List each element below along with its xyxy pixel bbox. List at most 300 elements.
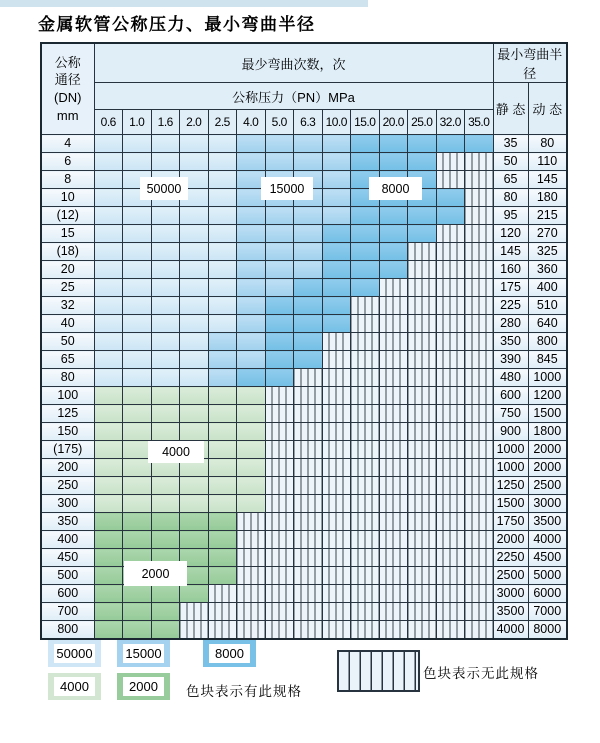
no-spec-cell	[180, 603, 209, 621]
no-spec-cell	[408, 567, 437, 585]
spec-cell-50000	[180, 207, 209, 225]
no-spec-cell	[408, 477, 437, 495]
no-spec-cell	[465, 189, 494, 207]
spec-cell-50000	[151, 261, 180, 279]
spec-cell-50000	[180, 297, 209, 315]
legend-swatch-50000-value: 50000	[54, 644, 95, 663]
no-spec-cell	[351, 513, 380, 531]
no-spec-cell	[322, 351, 351, 369]
static-radius-value: 4000	[493, 621, 528, 639]
zone-label-50000: 50000	[140, 177, 188, 200]
zone-label-4000: 4000	[148, 441, 204, 463]
dn-value: 80	[41, 369, 94, 387]
page-top-strip	[0, 0, 368, 7]
table-row	[41, 333, 567, 351]
no-spec-cell	[436, 243, 465, 261]
no-spec-cell	[408, 495, 437, 513]
static-radius-value: 160	[493, 261, 528, 279]
spec-cell-8000	[351, 279, 380, 297]
spec-cell-4000	[123, 495, 152, 513]
no-spec-cell	[265, 405, 294, 423]
no-spec-cell	[379, 369, 408, 387]
spec-cell-8000	[265, 333, 294, 351]
dynamic-radius-value: 4000	[528, 531, 567, 549]
no-spec-cell	[465, 441, 494, 459]
spec-cell-8000	[379, 243, 408, 261]
no-spec-cell	[322, 495, 351, 513]
no-spec-cell	[436, 387, 465, 405]
dynamic-radius-value: 4500	[528, 549, 567, 567]
spec-cell-50000	[208, 207, 237, 225]
static-radius-value: 350	[493, 333, 528, 351]
spec-cell-2000	[151, 513, 180, 531]
spec-cell-8000	[265, 369, 294, 387]
spec-cell-50000	[123, 207, 152, 225]
spec-cell-8000	[408, 225, 437, 243]
spec-cell-8000	[379, 207, 408, 225]
spec-cell-50000	[151, 225, 180, 243]
table-row	[41, 297, 567, 315]
dynamic-radius-value: 1800	[528, 423, 567, 441]
table-row	[41, 243, 567, 261]
spec-cell-50000	[123, 351, 152, 369]
no-spec-cell	[322, 549, 351, 567]
dynamic-radius-value: 6000	[528, 585, 567, 603]
no-spec-cell	[208, 621, 237, 639]
spec-cell-8000	[294, 297, 323, 315]
spec-cell-50000	[180, 153, 209, 171]
table-row	[41, 441, 567, 459]
no-spec-cell	[265, 387, 294, 405]
spec-cell-15000	[294, 243, 323, 261]
spec-cell-4000	[94, 477, 123, 495]
no-spec-cell	[322, 531, 351, 549]
spec-cell-15000	[265, 135, 294, 153]
static-radius-value: 65	[493, 171, 528, 189]
no-spec-cell	[351, 297, 380, 315]
no-spec-cell	[408, 351, 437, 369]
spec-cell-50000	[208, 297, 237, 315]
static-radius-value: 2000	[493, 531, 528, 549]
page-title: 金属软管公称压力、最小弯曲半径	[38, 15, 316, 34]
no-spec-cell	[322, 477, 351, 495]
legend-present-note: 色块表示有此规格	[186, 684, 302, 699]
legend-swatch-50000	[48, 640, 101, 667]
spec-cell-50000	[208, 189, 237, 207]
spec-cell-8000	[322, 243, 351, 261]
no-spec-cell	[379, 459, 408, 477]
spec-cell-4000	[237, 441, 266, 459]
dynamic-radius-value: 5000	[528, 567, 567, 585]
spec-cell-50000	[180, 135, 209, 153]
no-spec-cell	[465, 279, 494, 297]
header-pressure-4.0: 4.0	[237, 110, 266, 135]
no-spec-cell	[322, 585, 351, 603]
spec-cell-50000	[151, 153, 180, 171]
no-spec-cell	[351, 621, 380, 639]
dynamic-radius-value: 800	[528, 333, 567, 351]
no-spec-cell	[465, 585, 494, 603]
spec-table	[40, 42, 568, 640]
dn-value: 65	[41, 351, 94, 369]
dynamic-radius-value: 400	[528, 279, 567, 297]
spec-cell-4000	[180, 495, 209, 513]
spec-cell-50000	[94, 243, 123, 261]
spec-cell-4000	[123, 459, 152, 477]
spec-cell-50000	[94, 261, 123, 279]
spec-cell-8000	[322, 225, 351, 243]
no-spec-cell	[465, 171, 494, 189]
no-spec-cell	[237, 567, 266, 585]
spec-cell-15000	[265, 207, 294, 225]
spec-cell-2000	[123, 603, 152, 621]
legend-hatch-swatch	[337, 650, 420, 692]
spec-table-body	[41, 135, 567, 639]
no-spec-cell	[265, 459, 294, 477]
dn-value: (18)	[41, 243, 94, 261]
no-spec-cell	[237, 603, 266, 621]
no-spec-cell	[322, 603, 351, 621]
table-row	[41, 495, 567, 513]
dn-value: (175)	[41, 441, 94, 459]
no-spec-cell	[322, 423, 351, 441]
dynamic-radius-value: 8000	[528, 621, 567, 639]
spec-cell-50000	[94, 135, 123, 153]
no-spec-cell	[265, 531, 294, 549]
static-radius-value: 175	[493, 279, 528, 297]
no-spec-cell	[294, 567, 323, 585]
dynamic-radius-value: 180	[528, 189, 567, 207]
spec-cell-15000	[237, 207, 266, 225]
no-spec-cell	[351, 333, 380, 351]
spec-cell-50000	[123, 315, 152, 333]
no-spec-cell	[408, 621, 437, 639]
no-spec-cell	[465, 549, 494, 567]
legend-absent-note: 色块表示无此规格	[423, 666, 539, 681]
dn-value: 600	[41, 585, 94, 603]
header-dn-line3: (DN)	[54, 90, 82, 105]
spec-cell-2000	[94, 603, 123, 621]
dn-value: 300	[41, 495, 94, 513]
no-spec-cell	[379, 351, 408, 369]
spec-cell-50000	[151, 297, 180, 315]
spec-cell-50000	[123, 333, 152, 351]
no-spec-cell	[436, 441, 465, 459]
table-row	[41, 513, 567, 531]
static-radius-value: 3500	[493, 603, 528, 621]
table-row	[41, 603, 567, 621]
spec-cell-15000	[237, 315, 266, 333]
legend-swatch-4000-value: 4000	[54, 677, 95, 696]
header-dn-line4: mm	[56, 107, 79, 123]
dynamic-radius-value: 1200	[528, 387, 567, 405]
no-spec-cell	[237, 549, 266, 567]
header-pressure: 公称压力（PN）MPa	[94, 83, 493, 110]
dynamic-radius-value: 360	[528, 261, 567, 279]
spec-cell-4000	[123, 477, 152, 495]
dynamic-radius-value: 145	[528, 171, 567, 189]
spec-cell-15000	[265, 153, 294, 171]
table-row	[41, 459, 567, 477]
no-spec-cell	[351, 315, 380, 333]
spec-cell-15000	[294, 207, 323, 225]
spec-cell-8000	[408, 207, 437, 225]
spec-cell-8000	[265, 297, 294, 315]
dynamic-radius-value: 1500	[528, 405, 567, 423]
no-spec-cell	[351, 351, 380, 369]
no-spec-cell	[294, 477, 323, 495]
no-spec-cell	[408, 315, 437, 333]
no-spec-cell	[379, 297, 408, 315]
header-pressure-values	[41, 110, 567, 135]
no-spec-cell	[465, 423, 494, 441]
no-spec-cell	[436, 369, 465, 387]
spec-cell-4000	[94, 441, 123, 459]
spec-cell-15000	[237, 225, 266, 243]
spec-cell-50000	[123, 261, 152, 279]
no-spec-cell	[351, 405, 380, 423]
spec-cell-4000	[208, 423, 237, 441]
dn-value: 125	[41, 405, 94, 423]
static-radius-value: 2500	[493, 567, 528, 585]
spec-cell-50000	[151, 351, 180, 369]
spec-cell-4000	[123, 441, 152, 459]
no-spec-cell	[408, 261, 437, 279]
spec-cell-4000	[208, 387, 237, 405]
no-spec-cell	[408, 423, 437, 441]
no-spec-cell	[237, 621, 266, 639]
spec-cell-50000	[94, 279, 123, 297]
spec-cell-8000	[322, 315, 351, 333]
dn-value: 700	[41, 603, 94, 621]
no-spec-cell	[379, 333, 408, 351]
header-dynamic: 动 态	[528, 83, 567, 135]
spec-cell-2000	[151, 603, 180, 621]
spec-cell-50000	[94, 369, 123, 387]
spec-cell-8000	[294, 333, 323, 351]
no-spec-cell	[208, 603, 237, 621]
header-pressure-25.0: 25.0	[408, 110, 437, 135]
header-pressure-35.0: 35.0	[465, 110, 494, 135]
spec-cell-50000	[151, 315, 180, 333]
spec-cell-50000	[94, 189, 123, 207]
spec-cell-15000	[322, 171, 351, 189]
no-spec-cell	[465, 153, 494, 171]
no-spec-cell	[379, 603, 408, 621]
spec-cell-4000	[208, 441, 237, 459]
spec-cell-50000	[151, 369, 180, 387]
spec-cell-2000	[151, 621, 180, 639]
no-spec-cell	[379, 405, 408, 423]
static-radius-value: 1500	[493, 495, 528, 513]
no-spec-cell	[265, 549, 294, 567]
static-radius-value: 80	[493, 189, 528, 207]
spec-cell-50000	[180, 243, 209, 261]
spec-cell-15000	[237, 297, 266, 315]
no-spec-cell	[265, 441, 294, 459]
no-spec-cell	[436, 297, 465, 315]
no-spec-cell	[294, 513, 323, 531]
static-radius-value: 390	[493, 351, 528, 369]
spec-cell-4000	[237, 405, 266, 423]
dynamic-radius-value: 7000	[528, 603, 567, 621]
spec-cell-50000	[180, 315, 209, 333]
spec-cell-50000	[180, 279, 209, 297]
table-row	[41, 135, 567, 153]
spec-cell-8000	[351, 225, 380, 243]
spec-cell-8000	[322, 261, 351, 279]
spec-cell-50000	[123, 369, 152, 387]
static-radius-value: 2250	[493, 549, 528, 567]
header-pressure-2.5: 2.5	[208, 110, 237, 135]
spec-cell-8000	[379, 153, 408, 171]
spec-cell-4000	[94, 405, 123, 423]
no-spec-cell	[265, 495, 294, 513]
table-row	[41, 279, 567, 297]
spec-cell-4000	[237, 459, 266, 477]
table-row	[41, 207, 567, 225]
no-spec-cell	[436, 261, 465, 279]
dynamic-radius-value: 215	[528, 207, 567, 225]
spec-cell-50000	[208, 153, 237, 171]
legend-swatch-2000	[117, 673, 170, 700]
spec-cell-8000	[351, 261, 380, 279]
spec-cell-15000	[208, 351, 237, 369]
no-spec-cell	[465, 513, 494, 531]
no-spec-cell	[322, 405, 351, 423]
no-spec-cell	[465, 261, 494, 279]
no-spec-cell	[351, 459, 380, 477]
spec-cell-4000	[94, 423, 123, 441]
spec-cell-2000	[208, 531, 237, 549]
legend-swatch-15000-value: 15000	[123, 644, 164, 663]
spec-cell-15000	[294, 135, 323, 153]
static-radius-value: 1750	[493, 513, 528, 531]
spec-cell-4000	[94, 495, 123, 513]
table-row	[41, 405, 567, 423]
static-radius-value: 225	[493, 297, 528, 315]
spec-cell-8000	[351, 243, 380, 261]
dn-value: 20	[41, 261, 94, 279]
no-spec-cell	[408, 585, 437, 603]
no-spec-cell	[379, 567, 408, 585]
static-radius-value: 145	[493, 243, 528, 261]
dn-value: 32	[41, 297, 94, 315]
no-spec-cell	[436, 279, 465, 297]
spec-cell-15000	[237, 279, 266, 297]
no-spec-cell	[265, 513, 294, 531]
spec-cell-4000	[94, 387, 123, 405]
no-spec-cell	[408, 297, 437, 315]
header-pressure-15.0: 15.0	[351, 110, 380, 135]
dn-value: 150	[41, 423, 94, 441]
no-spec-cell	[265, 603, 294, 621]
legend-swatch-8000	[203, 640, 256, 667]
header-pressure-10.0: 10.0	[322, 110, 351, 135]
table-row	[41, 621, 567, 639]
dn-value: 200	[41, 459, 94, 477]
zone-label-2000: 2000	[124, 561, 187, 586]
zone-label-15000: 15000	[261, 177, 313, 200]
dynamic-radius-value: 3500	[528, 513, 567, 531]
spec-cell-50000	[123, 153, 152, 171]
dn-value: 50	[41, 333, 94, 351]
spec-cell-15000	[294, 153, 323, 171]
header-pressure-6.3: 6.3	[294, 110, 323, 135]
no-spec-cell	[322, 513, 351, 531]
header-dn-line1: 公称	[54, 54, 81, 70]
no-spec-cell	[322, 567, 351, 585]
no-spec-cell	[408, 513, 437, 531]
no-spec-cell	[351, 531, 380, 549]
spec-cell-4000	[180, 477, 209, 495]
no-spec-cell	[322, 441, 351, 459]
no-spec-cell	[379, 441, 408, 459]
spec-cell-8000	[465, 135, 494, 153]
dynamic-radius-value: 80	[528, 135, 567, 153]
no-spec-cell	[465, 351, 494, 369]
no-spec-cell	[436, 495, 465, 513]
spec-cell-4000	[180, 387, 209, 405]
dn-value: (12)	[41, 207, 94, 225]
no-spec-cell	[379, 531, 408, 549]
spec-cell-50000	[180, 225, 209, 243]
spec-cell-8000	[436, 135, 465, 153]
static-radius-value: 480	[493, 369, 528, 387]
no-spec-cell	[351, 423, 380, 441]
table-row	[41, 567, 567, 585]
spec-cell-50000	[180, 261, 209, 279]
spec-cell-50000	[208, 225, 237, 243]
header-static: 静 态	[493, 83, 528, 135]
spec-cell-4000	[151, 423, 180, 441]
no-spec-cell	[379, 585, 408, 603]
spec-cell-4000	[208, 477, 237, 495]
no-spec-cell	[436, 459, 465, 477]
no-spec-cell	[351, 585, 380, 603]
table-row	[41, 369, 567, 387]
spec-cell-15000	[294, 225, 323, 243]
spec-cell-8000	[294, 279, 323, 297]
zone-label-8000: 8000	[369, 177, 422, 200]
static-radius-value: 50	[493, 153, 528, 171]
no-spec-cell	[294, 585, 323, 603]
spec-cell-4000	[237, 423, 266, 441]
no-spec-cell	[408, 531, 437, 549]
table-row	[41, 387, 567, 405]
spec-cell-8000	[322, 297, 351, 315]
spec-cell-8000	[322, 279, 351, 297]
table-row	[41, 153, 567, 171]
no-spec-cell	[294, 423, 323, 441]
spec-cell-15000	[237, 351, 266, 369]
no-spec-cell	[351, 441, 380, 459]
spec-cell-50000	[151, 279, 180, 297]
header-pressure-0.6: 0.6	[94, 110, 123, 135]
no-spec-cell	[265, 585, 294, 603]
header-pressure-1.0: 1.0	[123, 110, 152, 135]
legend-swatch-8000-value: 8000	[209, 644, 250, 663]
static-radius-value: 1250	[493, 477, 528, 495]
dn-value: 250	[41, 477, 94, 495]
no-spec-cell	[408, 279, 437, 297]
spec-cell-8000	[379, 135, 408, 153]
no-spec-cell	[465, 225, 494, 243]
spec-table-wrap	[40, 42, 567, 640]
dn-value: 8	[41, 171, 94, 189]
spec-cell-8000	[436, 207, 465, 225]
spec-cell-50000	[123, 225, 152, 243]
